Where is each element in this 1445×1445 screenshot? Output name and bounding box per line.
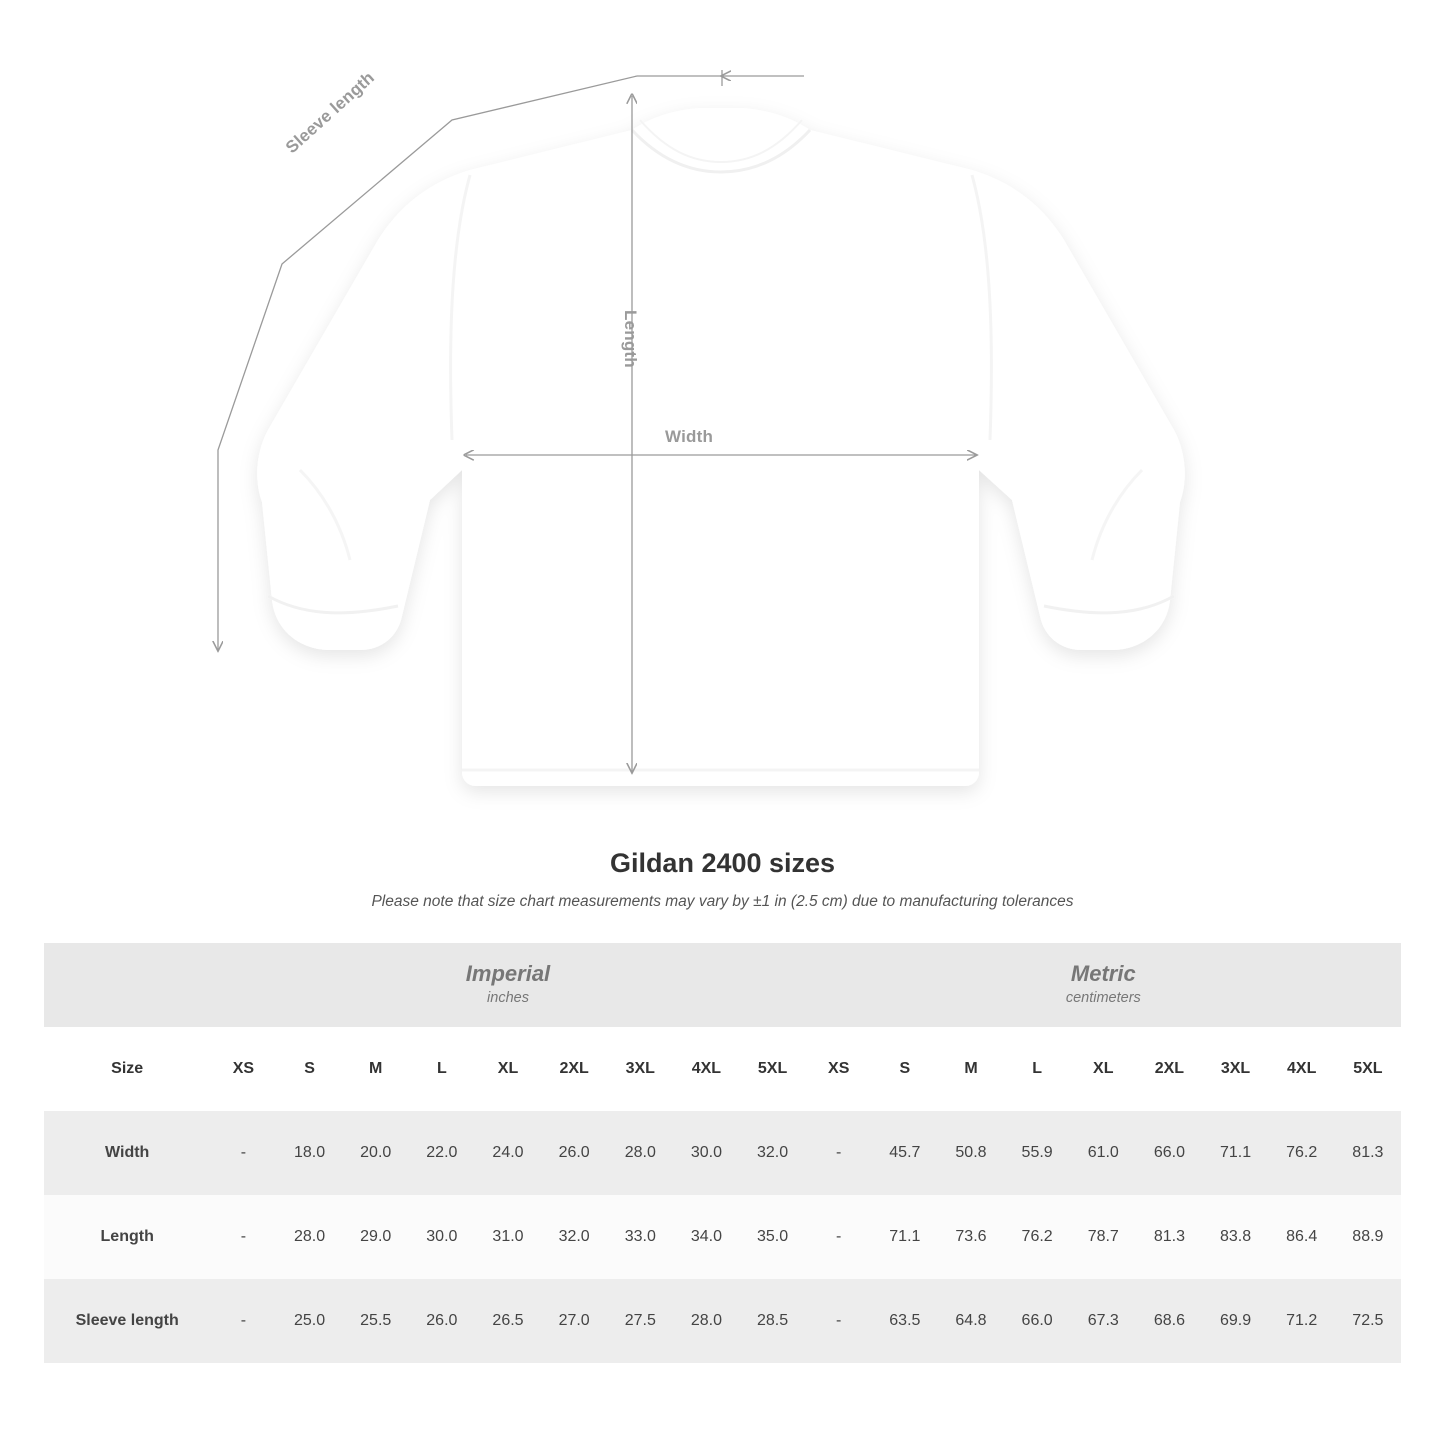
- cell-length-metric-xl: 78.7: [1070, 1195, 1136, 1279]
- unit-group-imperial-title: Imperial: [465, 960, 551, 986]
- title-block: [0, 848, 1445, 911]
- cell-width-metric-xl: 61.0: [1070, 1111, 1136, 1195]
- size-metric-3xl: 3XL: [1202, 1027, 1268, 1111]
- tolerance-note: Please note that size chart measurements may vary by ±1 in (2.5 cm) due to manufacturing tolerances: [371, 893, 1074, 910]
- cell-sleeve-metric-s: 63.5: [872, 1279, 938, 1363]
- cell-width-metric-5xl: 81.3: [1335, 1111, 1401, 1195]
- cell-width-metric-s: 45.7: [872, 1111, 938, 1195]
- cell-sleeve-metric-xs: -: [806, 1279, 872, 1363]
- sleeve-length-label: Sleeve length: [282, 67, 379, 158]
- size-metric-2xl: 2XL: [1136, 1027, 1202, 1111]
- cell-sleeve-imperial-m: 25.5: [343, 1279, 409, 1363]
- cell-sleeve-metric-m: 64.8: [938, 1279, 1004, 1363]
- length-label: Length: [621, 310, 640, 368]
- row-label-width: Width: [44, 1111, 210, 1195]
- size-header-label: Size: [44, 1027, 210, 1111]
- size-chart-table: [44, 943, 1401, 1363]
- cell-length-metric-3xl: 83.8: [1202, 1195, 1268, 1279]
- row-label-length: Length: [44, 1195, 210, 1279]
- cell-width-metric-l: 55.9: [1004, 1111, 1070, 1195]
- cell-sleeve-imperial-3xl: 27.5: [607, 1279, 673, 1363]
- cell-sleeve-imperial-2xl: 27.0: [541, 1279, 607, 1363]
- cell-width-metric-xs: -: [806, 1111, 872, 1195]
- size-imperial-xs: XS: [210, 1027, 276, 1111]
- cell-length-imperial-xl: 31.0: [475, 1195, 541, 1279]
- unit-group-metric-title: Metric: [1070, 960, 1136, 986]
- cell-length-imperial-2xl: 32.0: [541, 1195, 607, 1279]
- cell-length-imperial-s: 28.0: [277, 1195, 343, 1279]
- table-row: [44, 1279, 1401, 1363]
- size-imperial-s: S: [277, 1027, 343, 1111]
- cell-sleeve-metric-xl: 67.3: [1070, 1279, 1136, 1363]
- cell-width-metric-2xl: 66.0: [1136, 1111, 1202, 1195]
- cell-width-imperial-2xl: 26.0: [541, 1111, 607, 1195]
- cell-length-metric-4xl: 86.4: [1269, 1195, 1335, 1279]
- cell-width-imperial-4xl: 30.0: [673, 1111, 739, 1195]
- cell-length-imperial-4xl: 34.0: [673, 1195, 739, 1279]
- cell-width-imperial-5xl: 32.0: [739, 1111, 805, 1195]
- width-label: Width: [665, 427, 714, 446]
- cell-sleeve-imperial-s: 25.0: [277, 1279, 343, 1363]
- size-metric-4xl: 4XL: [1269, 1027, 1335, 1111]
- size-metric-l: L: [1004, 1027, 1070, 1111]
- table-row: [44, 1195, 1401, 1279]
- cell-width-metric-4xl: 76.2: [1269, 1111, 1335, 1195]
- cell-length-metric-l: 76.2: [1004, 1195, 1070, 1279]
- cell-length-imperial-3xl: 33.0: [607, 1195, 673, 1279]
- cell-length-metric-s: 71.1: [872, 1195, 938, 1279]
- cell-sleeve-metric-3xl: 69.9: [1202, 1279, 1268, 1363]
- shirt-silhouette: [257, 108, 1185, 786]
- cell-width-imperial-3xl: 28.0: [607, 1111, 673, 1195]
- size-imperial-xl: XL: [475, 1027, 541, 1111]
- cell-length-metric-2xl: 81.3: [1136, 1195, 1202, 1279]
- cell-sleeve-imperial-xs: -: [210, 1279, 276, 1363]
- cell-width-imperial-xl: 24.0: [475, 1111, 541, 1195]
- size-imperial-4xl: 4XL: [673, 1027, 739, 1111]
- unit-header-spacer: [44, 943, 210, 1027]
- cell-sleeve-imperial-xl: 26.5: [475, 1279, 541, 1363]
- page-title: Gildan 2400 sizes: [609, 848, 836, 878]
- size-imperial-3xl: 3XL: [607, 1027, 673, 1111]
- size-metric-s: S: [872, 1027, 938, 1111]
- size-header-row: [44, 1027, 1401, 1111]
- cell-width-imperial-m: 20.0: [343, 1111, 409, 1195]
- cell-sleeve-imperial-l: 26.0: [409, 1279, 475, 1363]
- size-metric-xl: XL: [1070, 1027, 1136, 1111]
- cell-length-imperial-l: 30.0: [409, 1195, 475, 1279]
- cell-length-imperial-5xl: 35.0: [739, 1195, 805, 1279]
- cell-width-imperial-s: 18.0: [277, 1111, 343, 1195]
- size-metric-m: M: [938, 1027, 1004, 1111]
- cell-sleeve-metric-l: 66.0: [1004, 1279, 1070, 1363]
- cell-width-imperial-l: 22.0: [409, 1111, 475, 1195]
- cell-sleeve-imperial-4xl: 28.0: [673, 1279, 739, 1363]
- cell-sleeve-metric-4xl: 71.2: [1269, 1279, 1335, 1363]
- unit-group-imperial: [210, 943, 805, 1027]
- cell-sleeve-metric-5xl: 72.5: [1335, 1279, 1401, 1363]
- cell-width-metric-3xl: 71.1: [1202, 1111, 1268, 1195]
- table-row: [44, 1111, 1401, 1195]
- unit-group-metric-sub: centimeters: [1065, 990, 1141, 1007]
- unit-group-imperial-sub: inches: [487, 990, 529, 1007]
- cell-length-metric-xs: -: [806, 1195, 872, 1279]
- row-label-sleeve-length: Sleeve length: [44, 1279, 210, 1363]
- size-metric-5xl: 5XL: [1335, 1027, 1401, 1111]
- unit-header-row: [44, 943, 1401, 1027]
- unit-group-metric: [806, 943, 1401, 1027]
- cell-length-metric-m: 73.6: [938, 1195, 1004, 1279]
- size-imperial-2xl: 2XL: [541, 1027, 607, 1111]
- cell-length-imperial-m: 29.0: [343, 1195, 409, 1279]
- cell-length-metric-5xl: 88.9: [1335, 1195, 1401, 1279]
- cell-length-imperial-xs: -: [210, 1195, 276, 1279]
- cell-width-imperial-xs: -: [210, 1111, 276, 1195]
- size-chart-table-wrapper: [44, 943, 1401, 1363]
- size-imperial-5xl: 5XL: [739, 1027, 805, 1111]
- size-imperial-m: M: [343, 1027, 409, 1111]
- cell-sleeve-metric-2xl: 68.6: [1136, 1279, 1202, 1363]
- cell-sleeve-imperial-5xl: 28.5: [739, 1279, 805, 1363]
- size-imperial-l: L: [409, 1027, 475, 1111]
- size-metric-xs: XS: [806, 1027, 872, 1111]
- cell-width-metric-m: 50.8: [938, 1111, 1004, 1195]
